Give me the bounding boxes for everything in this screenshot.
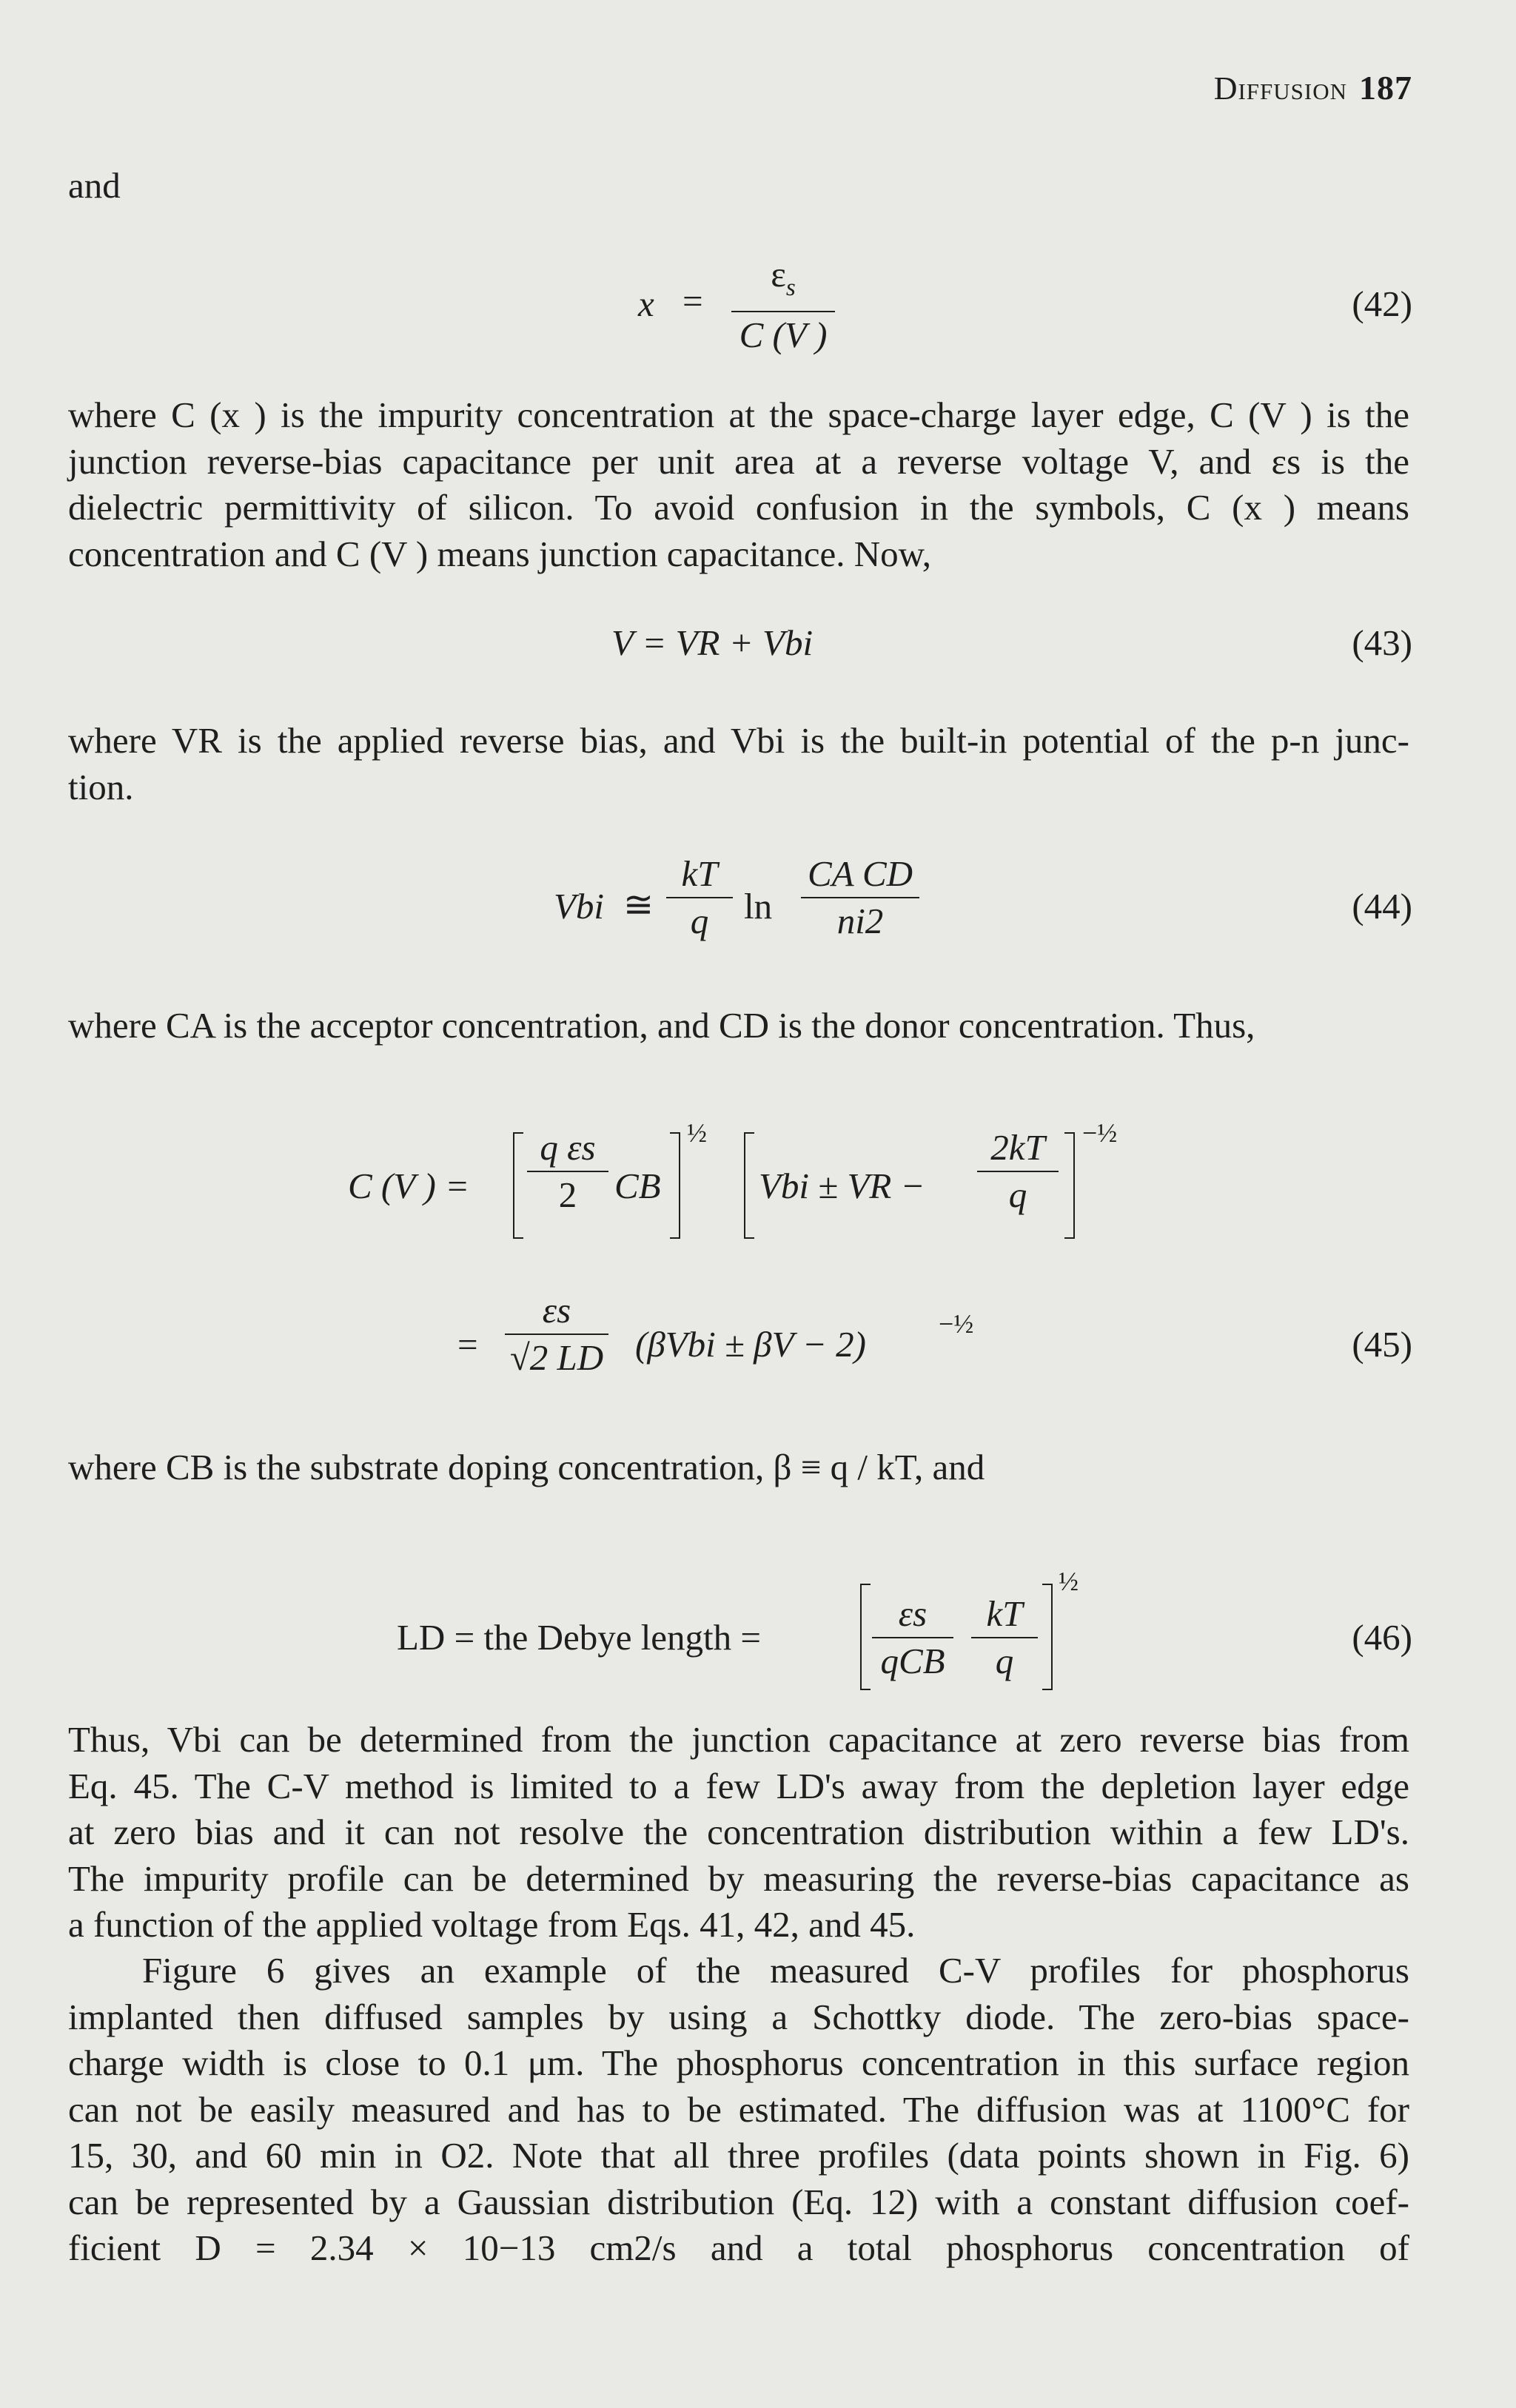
para6-line: can be represented by a Gaussian distribution (Eq. 12) with a constant diffusion coef-	[68, 2181, 1409, 2222]
eq46-den1: qCB	[880, 1641, 945, 1681]
para6-line: can not be easily measured and has to be estimated. The diffusion was at 1100°C for	[68, 2088, 1409, 2130]
eq44-ln: ln	[744, 886, 773, 926]
eq45-frac1-num: q εs	[540, 1127, 596, 1168]
eq45-frac3	[505, 1288, 608, 1381]
eq45-frac2-num: 2kT	[990, 1127, 1045, 1168]
eq46-den2: q	[995, 1641, 1014, 1681]
eq45-number: (45)	[1352, 1324, 1412, 1365]
para2-line: where VR is the applied reverse bias, and Vbi is the built-in potential of the p-n junc-	[68, 720, 1409, 761]
equation-45-line-1	[0, 1117, 1516, 1265]
intro-word: and	[68, 165, 121, 206]
eq42-number: (42)	[1352, 283, 1412, 324]
para1-line: where C (x ) is the impurity concentration at the space-charge layer edge, C (V ) is the	[68, 394, 1409, 435]
eq45-line2-rest: (βVbi ± βV − 2)	[635, 1324, 866, 1365]
para6-line: 15, 30, and 60 min in O2. Note that all three profiles (data points shown in Fig. 6)	[68, 2135, 1409, 2176]
eq45-cb: CB	[614, 1166, 661, 1206]
eq45-frac2	[977, 1125, 1059, 1218]
eq44-number: (44)	[1352, 886, 1412, 926]
eq43-number: (43)	[1352, 622, 1412, 663]
eq44-lhs: Vbi	[554, 886, 605, 926]
eq45-exp2: −½	[1082, 1118, 1118, 1148]
eq42-equals: =	[682, 280, 703, 321]
paragraph-5	[68, 1717, 1409, 1948]
paragraph-4: where CB is the substrate doping concentration, β ≡ q / kT, and	[68, 1447, 985, 1487]
para5-line: The impurity profile can be determined by measuring the reverse-bias capacitance as	[68, 1857, 1409, 1899]
para6-line: charge width is close to 0.1 μm. The phosphorus concentration in this surface region	[68, 2042, 1409, 2083]
eq44-num1: kT	[681, 853, 718, 894]
eq46-exp: ½	[1059, 1567, 1079, 1596]
para1-line: junction reverse-bias capacitance per unit area at a reverse voltage V, and εs is the	[68, 440, 1409, 482]
eq46-number: (46)	[1352, 1617, 1412, 1658]
eq46-frac1	[872, 1591, 953, 1684]
eq45-frac3-den: √2 LD	[509, 1337, 604, 1378]
para6-line: Figure 6 gives an example of the measured C-V profiles for phosphorus	[142, 1950, 1409, 1991]
para5-line: at zero bias and it can not resolve the concentration distribution within a few LD's.	[68, 1812, 1409, 1852]
eq44-fraction-1	[666, 851, 733, 944]
eq44-num2: CA CD	[807, 853, 913, 894]
para1-line: concentration and C (V ) means junction capacitance. Now,	[68, 533, 932, 574]
para1-line: dielectric permittivity of silicon. To avoid confusion in the symbols, C (x ) means	[68, 487, 1409, 528]
eq45-mid: Vbi ± VR −	[759, 1166, 925, 1206]
paragraph-1	[68, 392, 1409, 577]
eq42-den: C (V )	[739, 315, 828, 355]
eq44-den2: ni2	[836, 901, 884, 941]
eq44-den1: q	[690, 901, 709, 941]
para6-line: ficient D = 2.34 × 10−13 cm2/s and a total phosphorus concentration of	[68, 2227, 1409, 2268]
eq42-lhs: x	[638, 283, 654, 324]
para6-line: implanted then diffused samples by using a Schottky diode. The zero-bias space-	[68, 1996, 1409, 2037]
eq42-fraction	[731, 252, 835, 358]
eq43-body: V = VR + Vbi	[611, 622, 814, 663]
eq46-num2: kT	[986, 1593, 1023, 1634]
eq44-fraction-2	[801, 851, 919, 944]
paragraph-2	[68, 718, 1409, 810]
eq45-frac2-den: q	[1008, 1174, 1027, 1215]
eq45-line2-exp: −½	[939, 1309, 974, 1339]
paragraph-3: where CA is the acceptor concentration, and CD is the donor concentration. Thus,	[68, 1005, 1255, 1046]
equation-42	[0, 252, 1516, 370]
eq46-frac2	[971, 1591, 1038, 1684]
equation-46	[0, 1547, 1516, 1695]
eq45-exp1: ½	[687, 1118, 707, 1148]
eq46-num1: εs	[898, 1593, 928, 1634]
equation-43	[0, 622, 1516, 673]
eq46-lhs: LD = the Debye length =	[397, 1617, 762, 1658]
equation-44	[0, 851, 1516, 969]
equation-45-line-2	[0, 1288, 1516, 1406]
eq42-num-sub: s	[785, 275, 796, 301]
eq42-num: ε	[771, 254, 786, 295]
paragraph-6	[68, 1948, 1409, 2272]
para5-line: Eq. 45. The C-V method is limited to a few LD's away from the depletion layer edge	[68, 1765, 1409, 1806]
eq45-frac1-den: 2	[558, 1174, 577, 1215]
eq44-rel: ≅	[623, 884, 654, 925]
eq45-line2-equals: =	[457, 1324, 478, 1365]
para2-line: tion.	[68, 766, 134, 807]
eq45-frac1	[527, 1125, 608, 1218]
eq45-lhs: C (V ) =	[348, 1166, 470, 1206]
running-header	[1214, 68, 1412, 107]
section-title: Diffusion	[1213, 70, 1347, 107]
para5-line: a function of the applied voltage from Eqs. 41, 42, and 45.	[68, 1904, 916, 1945]
page-number: 187	[1359, 69, 1412, 107]
eq45-frac3-num: εs	[542, 1290, 571, 1331]
para5-line: Thus, Vbi can be determined from the junction capacitance at zero reverse bias from	[68, 1719, 1409, 1760]
